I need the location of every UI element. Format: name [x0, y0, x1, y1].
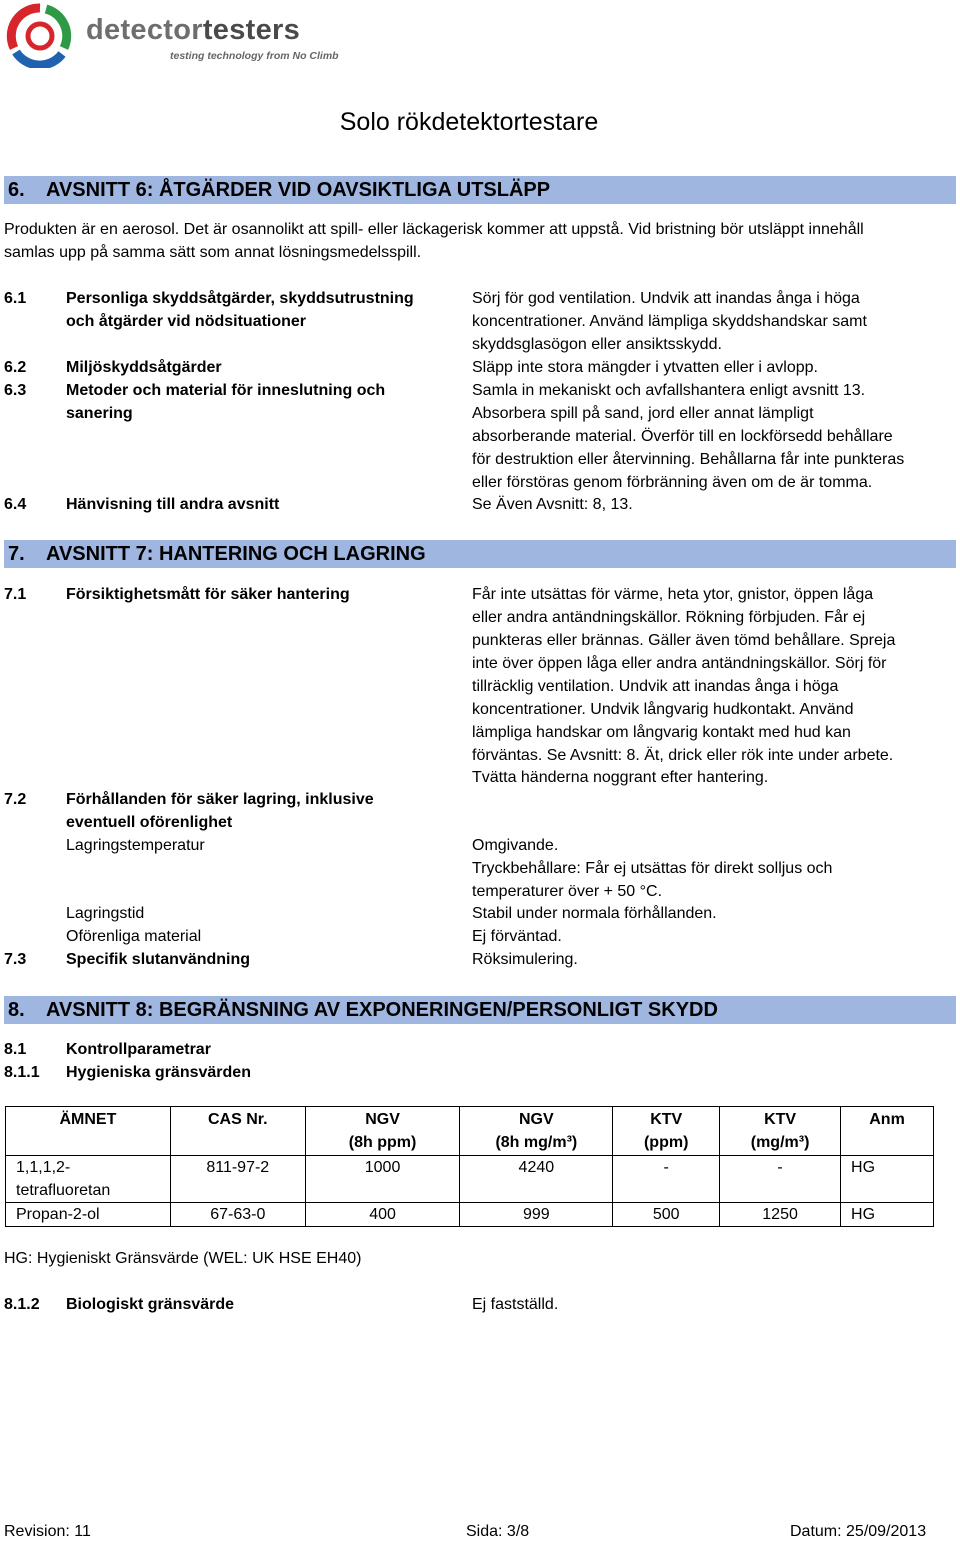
- item-value: Tvätta händerna noggrant efter hantering.: [472, 769, 769, 786]
- subsection-label: Biologiskt gränsvärde: [66, 1296, 235, 1313]
- cell-text: tetrafluoretan: [16, 1182, 111, 1199]
- storage-time-value: Stabil under normala förhållanden.: [472, 905, 717, 922]
- intro-line: samlas upp på samma sätt som annat lösningsmedelsspill.: [4, 244, 422, 261]
- section-title: AVSNITT 6: ÅTGÄRDER VID OAVSIKTLIGA UTSLÄPP: [46, 179, 551, 201]
- item-label: Förhållanden för säker lagring, inklusive: [66, 791, 374, 808]
- section-6-header: [4, 176, 956, 204]
- item-number: 6.1: [4, 290, 27, 307]
- table-row: [6, 1156, 934, 1203]
- item-label: och åtgärder vid nödsituationer: [66, 313, 307, 330]
- item-value: tillräcklig ventilation. Undvik att inandas ånga i höga: [472, 678, 839, 695]
- item-value: förväntas. Se Avsnitt: 8. Ät, drick eller rök inte under arbete.: [472, 747, 894, 764]
- footer-page: Sida: 3/8: [466, 1523, 530, 1540]
- item-label: Specifik slutanvändning: [66, 951, 251, 968]
- item-value: Samla in mekaniskt och avfallshantera enligt avsnitt 13.: [472, 382, 866, 399]
- intro-line: Produkten är en aerosol. Det är osannolikt att spill- eller läckagerisk kommer att uppstå. Vid bristning bör utsläppt innehåll: [4, 221, 864, 238]
- item-value: koncentrationer. Använd lämpliga skyddshandskar samt: [472, 313, 867, 330]
- item-label: eventuell oförenlighet: [66, 814, 233, 831]
- item-number: 6.2: [4, 359, 27, 376]
- storage-temp-label: Lagringstemperatur: [66, 837, 205, 854]
- item-label: Metoder och material för inneslutning och: [66, 382, 386, 399]
- table-note: HG: Hygieniskt Gränsvärde (WEL: UK HSE EH40): [4, 1250, 362, 1267]
- item-value: Absorbera spill på sand, jord eller annat lämpligt: [472, 405, 814, 422]
- logo-tagline: testing technology from No Climb: [170, 50, 339, 62]
- item-value: Får inte utsättas för värme, heta ytor, gnistor, öppen låga: [472, 586, 874, 603]
- storage-temp-value: temperaturer över + 50 °C.: [472, 883, 663, 900]
- column-header: [170, 1107, 305, 1156]
- section-8-header: [4, 996, 956, 1024]
- section-number: 8.: [8, 999, 25, 1021]
- storage-temp-value: Tryckbehållare: Får ej utsättas för direkt solljus och: [472, 860, 833, 877]
- subsection-number: 8.1.2: [4, 1296, 40, 1313]
- exposure-limits-table: [5, 1106, 934, 1227]
- item-value: lämpliga handskar om långvarig kontakt med hud kan: [472, 724, 851, 741]
- item-number: 7.1: [4, 586, 27, 603]
- header-text: Anm: [869, 1111, 905, 1128]
- subsection-label: Hygieniska gränsvärden: [66, 1064, 251, 1081]
- item-value: skyddsglasögon eller ansiktsskydd.: [472, 336, 722, 353]
- section-number: 7.: [8, 543, 25, 565]
- logo-rings-icon: [11, 8, 66, 65]
- header-text: (8h ppm): [348, 1134, 417, 1151]
- item-label: sanering: [66, 405, 133, 422]
- header-text: KTV: [650, 1111, 683, 1128]
- item-value: koncentrationer. Undvik långvarig hudkontakt. Använd: [472, 701, 854, 718]
- item-number: 7.3: [4, 951, 27, 968]
- storage-time-label: Lagringstid: [66, 905, 145, 922]
- table-cell: 4240: [460, 1156, 613, 1203]
- incompatible-label: Oförenliga material: [66, 928, 202, 945]
- section-title: AVSNITT 8: BEGRÄNSNING AV EXPONERINGEN/PERSONLIGT SKYDD: [46, 999, 718, 1021]
- table-cell: HG: [841, 1203, 934, 1227]
- item-label: Miljöskyddsåtgärder: [66, 359, 222, 376]
- table-cell: 1000: [305, 1156, 460, 1203]
- section-7-header: [4, 540, 956, 568]
- logo-word-1: detector: [86, 14, 203, 46]
- column-header: [460, 1107, 613, 1156]
- item-number: 7.2: [4, 791, 27, 808]
- footer-revision: Revision: 11: [4, 1523, 91, 1540]
- section-number: 6.: [8, 179, 25, 201]
- table-cell: Propan-2-ol: [6, 1203, 171, 1227]
- item-label: Hänvisning till andra avsnitt: [66, 496, 280, 513]
- storage-temp-value: Omgivande.: [472, 837, 559, 854]
- header-text: (mg/m³): [750, 1134, 810, 1151]
- section-title: AVSNITT 7: HANTERING OCH LAGRING: [46, 543, 426, 565]
- table-cell: 67-63-0: [170, 1203, 305, 1227]
- table-cell: -: [613, 1156, 720, 1203]
- logo-wordmark: [86, 14, 300, 47]
- item-number: 6.4: [4, 496, 27, 513]
- item-value: Se Även Avsnitt: 8, 13.: [472, 496, 633, 513]
- item-value: för destruktion eller återvinning. Behållarna får inte punkteras: [472, 451, 905, 468]
- table-cell: 400: [305, 1203, 460, 1227]
- table-row: [6, 1203, 934, 1227]
- logo-word-2: testers: [202, 14, 301, 46]
- incompatible-value: Ej förväntad.: [472, 928, 562, 945]
- column-header: [6, 1107, 171, 1156]
- cell-text: 1,1,1,2-: [16, 1159, 71, 1176]
- column-header: [720, 1107, 841, 1156]
- header-text: CAS Nr.: [207, 1111, 268, 1128]
- subsection-number: 8.1: [4, 1041, 27, 1058]
- table-cell: 500: [613, 1203, 720, 1227]
- column-header: [305, 1107, 460, 1156]
- column-header: [841, 1107, 934, 1156]
- item-value: punkteras eller brännas. Gäller även tömd behållare. Spreja: [472, 632, 896, 649]
- header-text: (8h mg/m³): [495, 1134, 578, 1151]
- item-value: Släpp inte stora mängder i ytvatten eller i avlopp.: [472, 359, 818, 376]
- footer-date: Datum: 25/09/2013: [790, 1523, 927, 1540]
- item-number: 6.3: [4, 382, 27, 399]
- header-text: (ppm): [643, 1134, 689, 1151]
- table-cell: 1250: [720, 1203, 841, 1227]
- item-value: absorberande material. Överför till en lockförsedd behållare: [472, 428, 893, 445]
- table-cell: 811-97-2: [170, 1156, 305, 1203]
- item-value: Sörj för god ventilation. Undvik att inandas ånga i höga: [472, 290, 860, 307]
- table-cell: -: [720, 1156, 841, 1203]
- subsection-label: Kontrollparametrar: [66, 1041, 211, 1058]
- item-value: Röksimulering.: [472, 951, 578, 968]
- header-text: NGV: [365, 1111, 400, 1128]
- table-cell: [6, 1156, 171, 1203]
- item-value: eller andra antändningskällor. Rökning förbjuden. Får ej: [472, 609, 866, 626]
- table-cell: HG: [841, 1156, 934, 1203]
- item-value: eller förstöras genom förbränning även om de är tomma.: [472, 474, 873, 491]
- column-header: [613, 1107, 720, 1156]
- item-label: Personliga skyddsåtgärder, skyddsutrustning: [66, 290, 414, 307]
- header-text: KTV: [764, 1111, 797, 1128]
- header-text: ÄMNET: [59, 1111, 117, 1128]
- header-text: NGV: [519, 1111, 554, 1128]
- subsection-number: 8.1.1: [4, 1064, 40, 1081]
- subsection-value: Ej fastställd.: [472, 1296, 559, 1313]
- table-header-row: [6, 1107, 934, 1156]
- item-label: Försiktighetsmått för säker hantering: [66, 586, 350, 603]
- document-title: Solo rökdetektortestare: [339, 108, 599, 136]
- item-value: inte över öppen låga eller andra antändningskällor. Sörj för: [472, 655, 887, 672]
- table-cell: 999: [460, 1203, 613, 1227]
